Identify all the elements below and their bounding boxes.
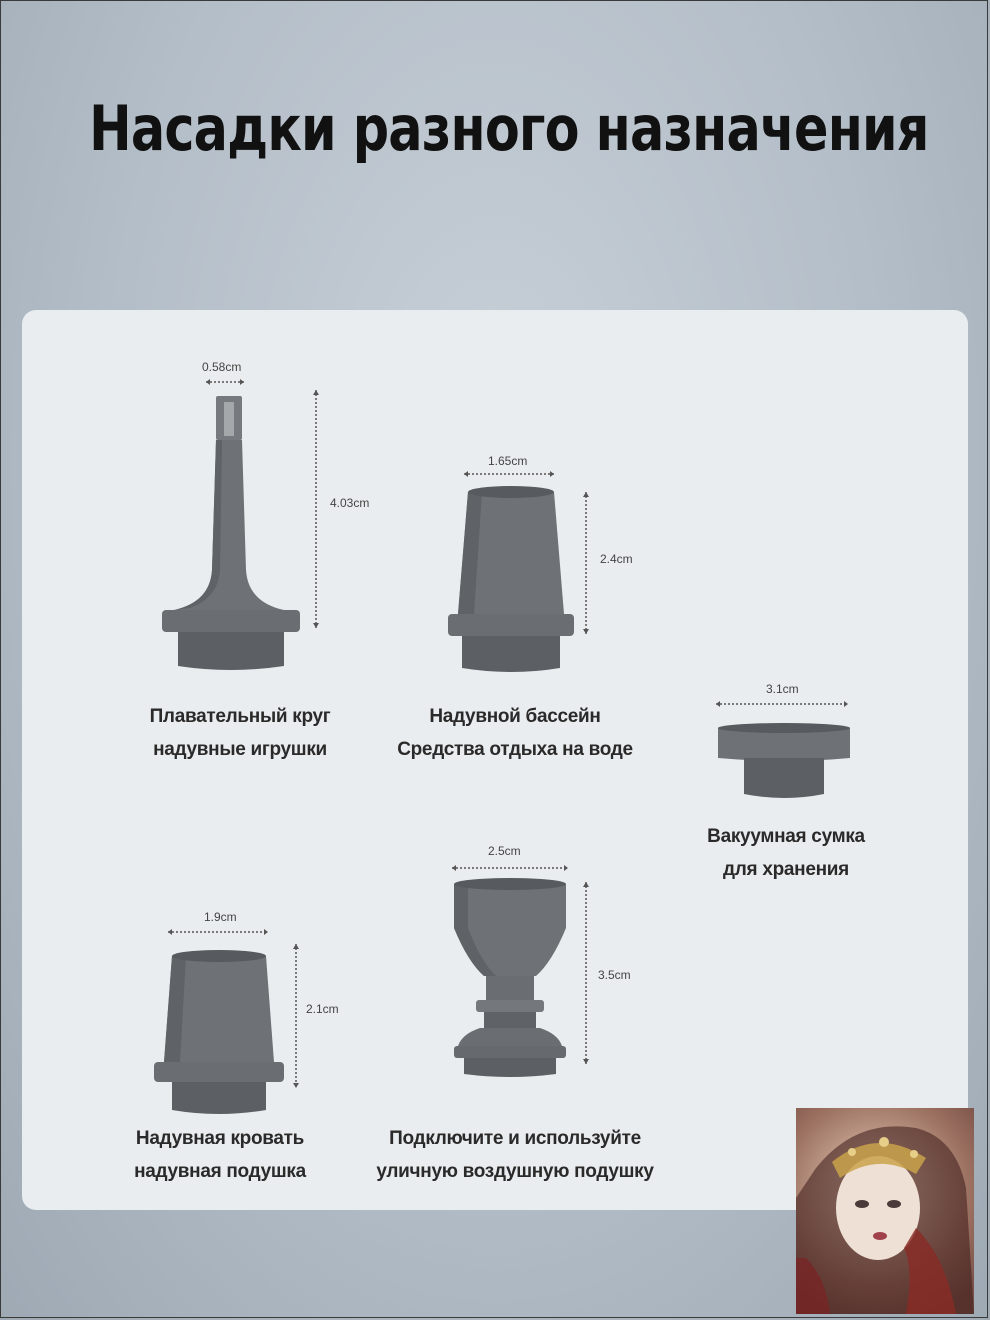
- nozzle-2-drawing: [440, 462, 610, 682]
- nozzle-4-caption-line-1: Надувная кровать: [135, 1128, 305, 1149]
- nozzle-1-caption-line-2: надувные игрушки: [153, 739, 327, 760]
- nozzle-1-drawing: [150, 370, 330, 680]
- nozzle-3-width-label: 3.1cm: [766, 682, 799, 696]
- nozzle-4-drawing: [150, 918, 320, 1118]
- nozzle-5-caption-line-1: Подключите и используйте: [389, 1128, 641, 1149]
- nozzle-4-height-label: 2.1cm: [306, 1002, 339, 1016]
- nozzle-4-caption-line-2: надувная подушка: [134, 1161, 306, 1182]
- nozzle-3-caption-line-2: для хранения: [723, 859, 849, 880]
- nozzle-4-width-label: 1.9cm: [204, 910, 237, 924]
- nozzle-1-height-label: 4.03cm: [330, 496, 370, 510]
- nozzle-5-drawing: [440, 852, 620, 1082]
- corner-thumbnail-image: [796, 1108, 974, 1314]
- nozzle-2-width-label: 1.65cm: [488, 454, 528, 468]
- page-title: Насадки разного назначения: [89, 92, 929, 165]
- nozzle-1-caption-line-1: Плавательный круг: [149, 706, 331, 727]
- nozzle-3-drawing: [700, 690, 870, 810]
- nozzle-2-caption-line-1: Надувной бассейн: [429, 706, 601, 727]
- portrait-picture: [796, 1108, 974, 1314]
- nozzle-2-caption-line-2: Средства отдыха на воде: [397, 739, 633, 760]
- nozzle-5-height-label: 3.5cm: [598, 968, 631, 982]
- nozzle-1-width-label: 0.58cm: [202, 360, 242, 374]
- nozzle-2-height-label: 2.4cm: [600, 552, 633, 566]
- nozzle-5-width-label: 2.5cm: [488, 844, 521, 858]
- nozzle-3-caption-line-1: Вакуумная сумка: [707, 826, 865, 847]
- nozzle-5-caption-line-2: уличную воздушную подушку: [376, 1161, 654, 1182]
